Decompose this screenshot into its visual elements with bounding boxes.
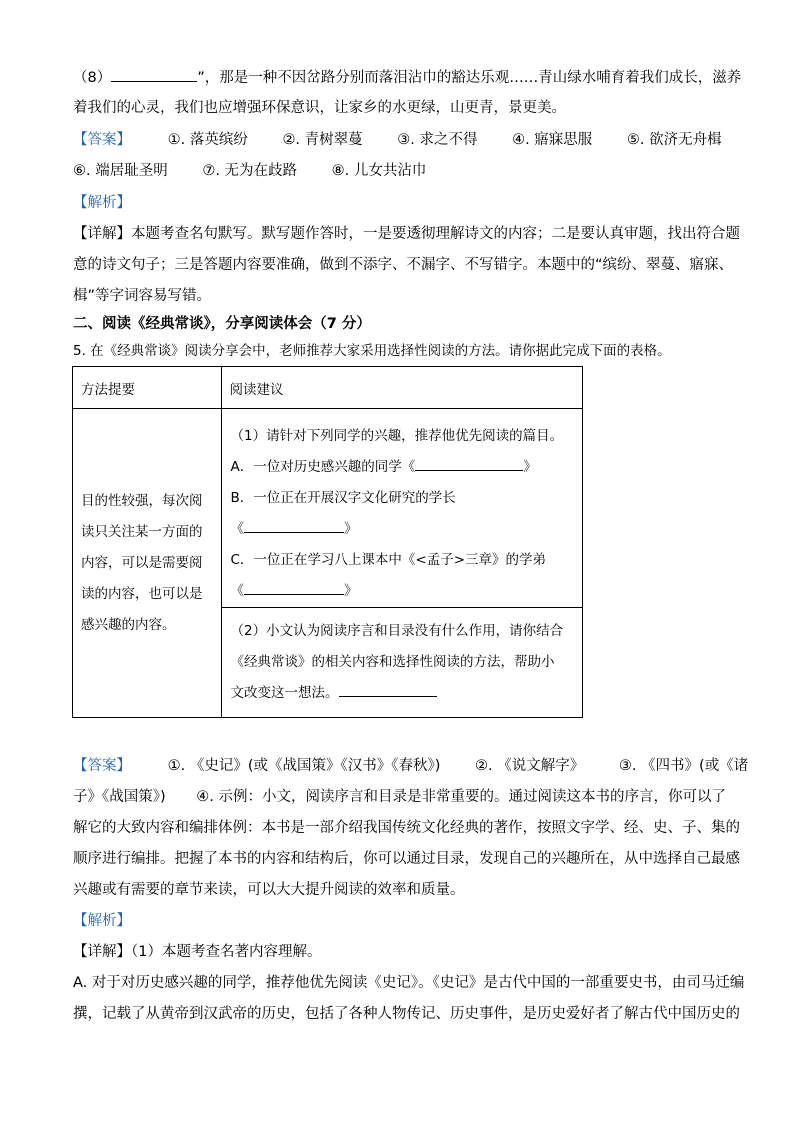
bracket-close: 》 (344, 521, 358, 537)
method-cell (73, 409, 222, 718)
bracket-close: 》 (523, 459, 537, 475)
part1-b-blank (231, 514, 583, 545)
part1-c-blank (231, 576, 583, 607)
answer-blank (244, 517, 344, 533)
method-text: 读只关注某一方面的 (81, 523, 203, 540)
analysis-text: （1）本题考查名著内容理解。 (131, 944, 322, 960)
answer2-line-1 (73, 756, 749, 776)
answer2-line-2 (73, 787, 733, 807)
answer-item: ④. 寤寐思服 (512, 132, 593, 148)
answer-item: ②. 《说文解字》 (475, 758, 585, 774)
analysis-text: 本题考查名句默写。默写题作答时，一是要透彻理解诗文的内容；二是要认真审题，找出符合题 (131, 226, 740, 242)
answer2-line-5: 兴趣或有需要的章节来读，可以大大提升阅读的效率和质量。 (73, 882, 465, 898)
part1-a (231, 452, 583, 483)
header-suggest: 阅读建议 (221, 367, 583, 409)
analysis2-line-1 (73, 942, 733, 962)
part2-text: （2）小文认为阅读序言和目录没有什么作用，请你结合 (230, 623, 564, 639)
q8-line-2 (73, 98, 733, 118)
part1-a-text: A．一位对历史感兴趣的同学《 (230, 459, 416, 475)
method-text: 内容，可以是需要阅 (81, 554, 203, 571)
answer-item: ①. 落英缤纷 (167, 132, 248, 148)
method-table (72, 366, 583, 718)
answer2-line-4: 顺序进行编排。把握了本书的内容和结构后，你可以通过目录，发现自己的兴趣所在，从中选择自己最感 (73, 851, 740, 867)
analysis-line-3: 楫”等字词容易写错。 (73, 288, 212, 304)
answer-tag: 【答案】 (73, 132, 131, 148)
analysis2-line-2: A. 对于对历史感兴趣的同学，推荐他优先阅读《史记》。《史记》是古代中国的一部重要史书，由司马迁编 (73, 975, 745, 991)
answer-item: ④. 示例：小文，阅读序言和目录是非常重要的。通过阅读这本书的序言，你可以了 (196, 789, 726, 805)
answer-item: ⑧. 儿女共沾巾 (331, 163, 427, 179)
section-heading: 二、阅读《经典常谈》，分享阅读体会（7 分） (73, 316, 371, 332)
part2-text-last (231, 678, 583, 709)
question-stem: 5. 在《经典常谈》阅读分享会中，老师推荐大家采用选择性阅读的方法。请你据此完成下面的表格。 (73, 343, 671, 359)
question-number: （8） (73, 70, 112, 86)
part1-c: C．一位正在学习八上课本中《<孟子>三章》的学弟 (230, 552, 547, 568)
answer-item: ③. 求之不得 (397, 132, 478, 148)
answer-blank (415, 455, 523, 471)
table-row (73, 409, 583, 608)
suggest-part2-cell (221, 608, 583, 718)
analysis-tag: 【解析】 (73, 195, 131, 211)
analysis-line-1 (73, 224, 740, 244)
bracket-open: 《 (230, 521, 244, 537)
answer2-line-3: 解它的大致内容和编排体例：本书是一部介绍我国传统文化经典的著作，按照文字学、经、史、子、集的 (73, 820, 740, 836)
part1-intro: （1）请针对下列同学的兴趣，推荐他优先阅读的篇目。 (230, 428, 564, 444)
answer-tag: 【答案】 (73, 758, 131, 774)
bracket-open: 《 (230, 583, 244, 599)
method-text: 读的内容，也可以是 (81, 585, 203, 602)
part1-b: B．一位正在开展汉字文化研究的学长 (230, 490, 456, 506)
q8-text: 着我们的心灵，我们也应增强环保意识，让家乡的水更绿，山更青，景更美。 (73, 100, 566, 116)
answer-item: ②. 青树翠蔓 (282, 132, 363, 148)
answer-blank (111, 66, 197, 82)
answer-item: ⑤. 欲济无舟楫 (626, 132, 722, 148)
part2-text: 文改变这一想法。 (230, 685, 339, 701)
analysis2-line-3: 撰，记载了从黄帝到汉武帝的历史，包括了各种人物传记、历史事件，是历史爱好者了解古代中国历史的 (73, 1006, 740, 1022)
answer-item: ⑥. 端居耻圣明 (73, 163, 168, 179)
header-method: 方法提要 (73, 367, 222, 409)
detail-tag: 【详解】 (73, 226, 131, 242)
bracket-close: 》 (344, 583, 358, 599)
answer-blank (244, 579, 344, 595)
table-header-row (73, 367, 583, 409)
method-text: 目的性较强，每次阅 (81, 492, 203, 509)
method-text: 感兴趣的内容。 (81, 616, 176, 633)
part2-text: 《经典常谈》的相关内容和选择性阅读的方法，帮助小 (230, 654, 555, 670)
answer-item: 子》《战国策》) (73, 789, 166, 805)
analysis-tag: 【解析】 (73, 913, 131, 929)
answer-line-1 (73, 130, 733, 150)
detail-tag: 【详解】 (73, 944, 131, 960)
answer-line-2 (73, 161, 733, 181)
q8-line-1 (73, 66, 742, 88)
answer-item: ③. 《四书》(或《诸 (618, 758, 749, 774)
answer-item: ①. 《史记》(或《战国策》《汉书》《春秋》) (167, 758, 441, 774)
suggest-part1-cell (221, 409, 583, 608)
answer-blank (339, 681, 437, 697)
answer-item: ⑦. 无为在歧路 (202, 163, 298, 179)
analysis-line-2: 意的诗文句子；三是答题内容要准确，做到不添字、不漏字、不写错字。本题中的“缤纷、翠蔓、寤寐、 (73, 257, 734, 273)
q8-text: ”，那是一种不因岔路分别而落泪沾巾的豁达乐观……青山绿水哺育着我们成长，滋养 (197, 70, 742, 86)
